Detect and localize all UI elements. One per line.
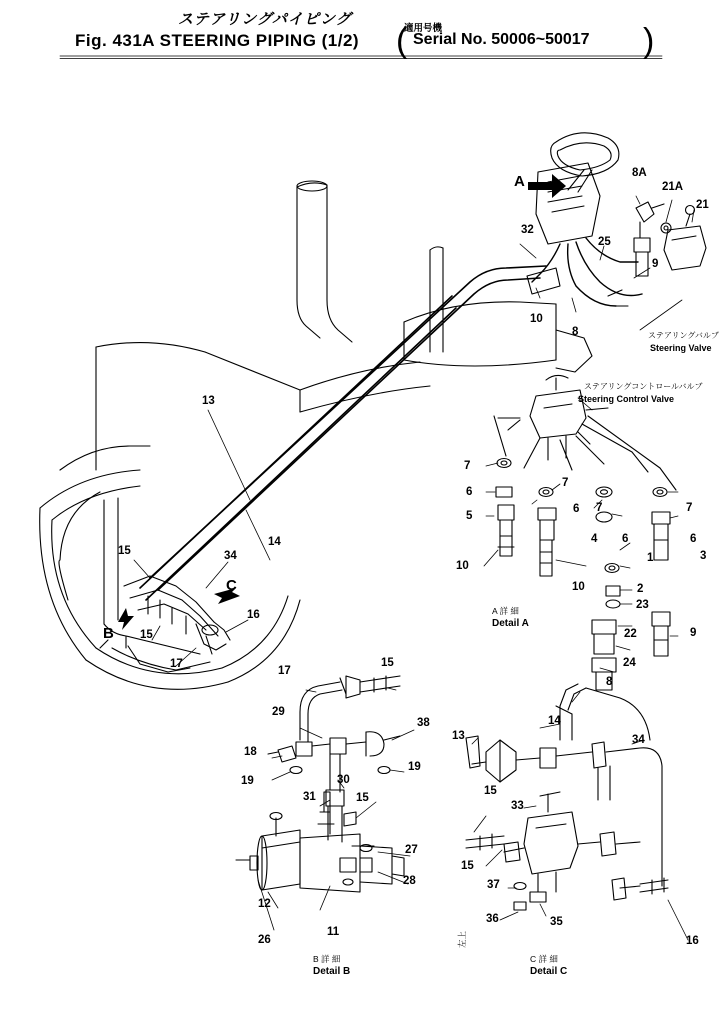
callout-6a: 6 xyxy=(466,486,473,498)
callout-25: 25 xyxy=(598,236,611,248)
callout-15a: 15 xyxy=(118,545,131,557)
detail-b-caption-en: Detail B xyxy=(313,966,351,977)
detail-a-caption-jp: A 詳 細 xyxy=(492,606,519,616)
steering-control-valve-label-jp: ステアリングコントロールバルブ xyxy=(584,382,703,391)
detail-b-caption-jp: B 詳 細 xyxy=(313,954,341,964)
paren-close: ) xyxy=(643,22,655,60)
callout-16b: 16 xyxy=(686,935,699,947)
callout-7c: 7 xyxy=(596,502,603,514)
detail-c-caption-en: Detail C xyxy=(530,966,568,977)
callout-8A: 8A xyxy=(632,167,647,179)
callout-17b: 17 xyxy=(278,665,291,677)
steering-valve-label-jp: ステアリングバルブ xyxy=(648,331,719,340)
callout-27a: 27 xyxy=(405,844,418,856)
paren-open: ( xyxy=(396,22,408,60)
steering-valve-label-en: Steering Valve xyxy=(650,343,712,353)
callout-10a: 10 xyxy=(530,313,543,325)
callout-21: 21 xyxy=(696,199,709,211)
callout-32: 32 xyxy=(521,224,534,236)
callout-6d: 6 xyxy=(690,533,697,545)
detail-a-caption-en: Detail A xyxy=(492,618,529,629)
callout-37a: 37 xyxy=(487,879,500,891)
callout-15c: 15 xyxy=(381,657,394,669)
callout-7d: 7 xyxy=(686,502,693,514)
callout-7b: 7 xyxy=(562,477,569,489)
callout-13b: 13 xyxy=(452,730,465,742)
callout-15b: 15 xyxy=(140,629,153,641)
callout-34a: 34 xyxy=(224,550,237,562)
callout-16a: 16 xyxy=(247,609,260,621)
callout-11a: 11 xyxy=(327,926,340,938)
callout-30a: 30 xyxy=(337,774,350,786)
callout-8a: 8 xyxy=(572,326,579,338)
callout-24a: 24 xyxy=(623,657,636,669)
callout-9b: 9 xyxy=(690,627,697,639)
steering-control-valve-label-en: Steering Control Valve xyxy=(578,394,675,404)
section-letter-b: B xyxy=(103,625,114,642)
detail-c-caption-jp: C 詳 細 xyxy=(530,954,558,964)
callout-15f: 15 xyxy=(461,860,474,872)
callout-3a: 3 xyxy=(700,550,707,562)
callout-15e: 15 xyxy=(484,785,497,797)
callout-15d: 15 xyxy=(356,792,369,804)
callout-8b: 8 xyxy=(606,676,613,688)
callout-1a: 1 xyxy=(647,552,654,564)
callout-38a: 38 xyxy=(417,717,430,729)
callout-36a: 36 xyxy=(486,913,499,925)
callout-28a: 28 xyxy=(403,875,416,887)
callout-31a: 31 xyxy=(303,791,316,803)
callout-9a: 9 xyxy=(652,258,659,270)
serial-range: Serial No. 50006~50017 xyxy=(413,31,590,48)
callout-19a: 19 xyxy=(241,775,254,787)
callout-14b: 14 xyxy=(548,715,561,727)
sheet-footnote-jp: 左上 xyxy=(457,930,467,948)
callout-35a: 35 xyxy=(550,916,563,928)
callout-23a: 23 xyxy=(636,599,649,611)
callout-14a: 14 xyxy=(268,536,281,548)
header-applicable-jp: 適用号機 xyxy=(404,23,443,34)
callout-34b: 34 xyxy=(632,734,645,746)
callout-6c: 6 xyxy=(622,533,629,545)
callout-12a: 12 xyxy=(258,898,271,910)
figure-title: Fig. 431A STEERING PIPING (1/2) xyxy=(75,31,360,50)
callout-7a: 7 xyxy=(464,460,471,472)
callout-10c: 10 xyxy=(572,581,585,593)
callout-17a: 17 xyxy=(170,658,183,670)
callout-33a: 33 xyxy=(511,800,524,812)
callout-19b: 19 xyxy=(408,761,421,773)
callout-18a: 18 xyxy=(244,746,257,758)
callout-2a: 2 xyxy=(637,583,644,595)
section-letter-a: A xyxy=(514,173,525,190)
callout-29a: 29 xyxy=(272,706,285,718)
section-letter-c: C xyxy=(226,577,237,594)
callout-5a: 5 xyxy=(466,510,473,522)
callout-4a: 4 xyxy=(591,533,598,545)
callout-22a: 22 xyxy=(624,628,637,640)
callout-13a: 13 xyxy=(202,395,215,407)
callout-26a: 26 xyxy=(258,934,271,946)
callout-6b: 6 xyxy=(573,503,580,515)
callout-21A: 21A xyxy=(662,181,684,193)
callout-10b: 10 xyxy=(456,560,469,572)
header-title-jp: ステアリングパイピング xyxy=(178,11,352,28)
